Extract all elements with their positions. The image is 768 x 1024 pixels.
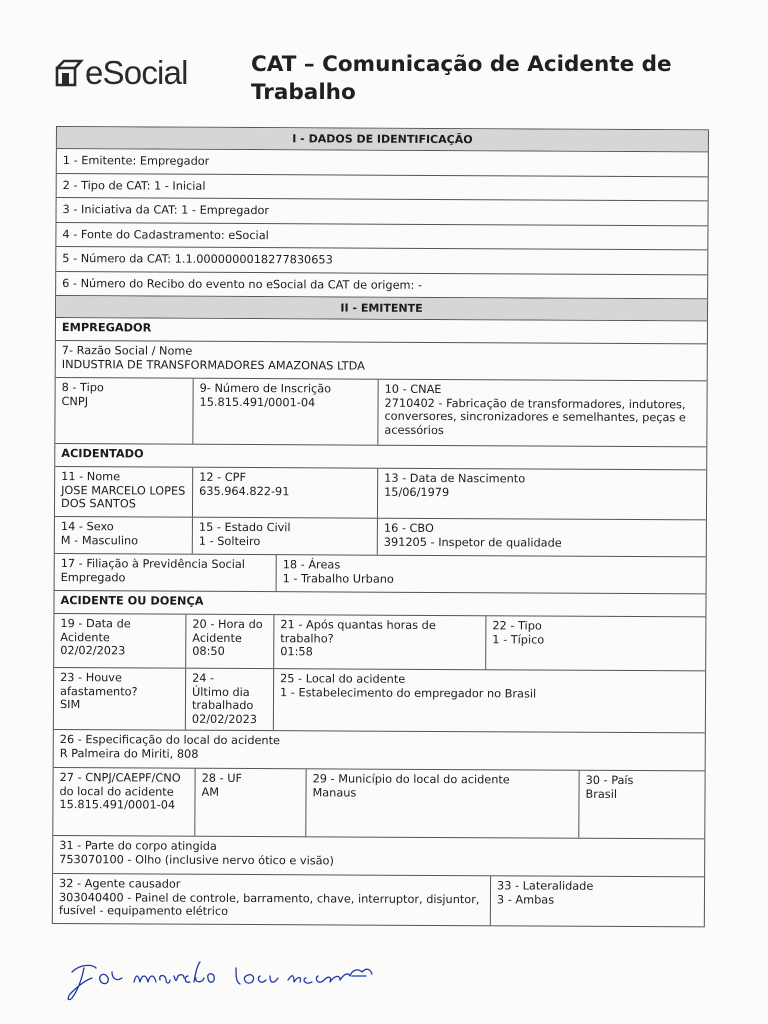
field-tipo-acidente: 22 - Tipo 1 - Típico [486, 616, 706, 670]
field-especificacao-local: 26 - Especificação do local do acidente R Palmeira do Miriti, 808 [54, 730, 706, 770]
field-sexo: 14 - Sexo M - Masculino [55, 517, 193, 554]
esocial-logo-icon [54, 56, 84, 88]
document-title: CAT – Comunicação de Acidente de Trabalho [251, 52, 672, 105]
field-iniciativa: 3 - Iniciativa da CAT: 1 - Empregador [56, 198, 708, 225]
field-tipo-cat: 2 - Tipo de CAT: 1 - Inicial [57, 174, 709, 201]
subheading-acidente: ACIDENTE OU DOENÇA [54, 591, 706, 616]
field-numero-cat: 5 - Número da CAT: 1.1.0000000018277830653 [56, 247, 708, 274]
section-title-identificacao: I - DADOS DE IDENTIFICAÇÃO [57, 127, 709, 151]
handwritten-signature [66, 950, 406, 1010]
field-recibo: 6 - Número do Recibo do evento no eSocial da CAT de origem: - [56, 272, 708, 299]
field-hora-acidente: 20 - Hora do Acidente 08:50 [186, 615, 274, 668]
field-estado-civil: 15 - Estado Civil 1 - Solteiro [193, 518, 378, 555]
field-fonte: 4 - Fonte do Cadastramento: eSocial [56, 223, 708, 250]
field-areas: 18 - Áreas 1 - Trabalho Urbano [277, 555, 707, 593]
field-lateralidade: 33 - Lateralidade 3 - Ambas [491, 876, 705, 926]
field-cbo: 16 - CBO 391205 - Inspetor de qualidade [378, 519, 707, 557]
field-emitente: 1 - Emitente: Empregador [57, 149, 709, 176]
field-afastamento: 23 - Houve afastamento? SIM [54, 668, 186, 730]
field-tipo-inscricao: 8 - Tipo CNPJ [55, 378, 193, 444]
field-pais: 30 - País Brasil [579, 771, 705, 839]
field-parte-corpo: 31 - Parte do corpo atingida 753070100 - Olho (inclusive nervo ótico e visão) [53, 836, 705, 876]
field-local-acidente: 25 - Local do acidente 1 - Estabelecimento do empregador no Brasil [274, 669, 706, 732]
field-ultimo-dia: 24 - Último dia trabalhado 02/02/2023 [186, 669, 274, 730]
logo-text: eSocial [85, 53, 188, 91]
field-razao-social: 7- Razão Social / Nome INDUSTRIA DE TRANSFORMADORES AMAZONAS LTDA [56, 341, 708, 380]
field-agente-causador: 32 - Agente causador 303040400 - Painel de controle, barramento, chave, interruptor, disjuntor, fusível - equipamento elétrico [53, 874, 491, 925]
field-filiacao: 17 - Filiação à Previdência Social Empregado [55, 554, 277, 591]
field-cnpj-local: 27 - CNPJ/CAEPF/CNO do local do acidente 15.815.491/0001-04 [53, 768, 195, 836]
field-cpf: 12 - CPF 635.964.822-91 [193, 468, 378, 518]
field-nome: 11 - Nome JOSE MARCELO LOPES DOS SANTOS [55, 467, 193, 517]
section-title-emitente: II - EMITENTE [56, 296, 708, 320]
field-uf: 28 - UF AM [195, 769, 306, 837]
field-cnae: 10 - CNAE 2710402 - Fabricação de transformadores, indutores, conversores, sincronizadores e semelhantes, peças e acessórios [378, 380, 707, 447]
field-horas-trabalho: 21 - Após quantas horas de trabalho? 01:58 [274, 615, 486, 669]
subheading-empregador: EMPREGADOR [56, 318, 708, 343]
esocial-logo [54, 52, 188, 92]
field-data-nascimento: 13 - Data de Nascimento 15/06/1979 [378, 469, 707, 520]
field-numero-inscricao: 9- Número de Inscrição 15.815.491/0001-04 [193, 379, 378, 445]
field-data-acidente: 19 - Data de Acidente 02/02/2023 [54, 614, 186, 668]
cat-form [52, 126, 709, 927]
subheading-acidentado: ACIDENTADO [55, 444, 707, 469]
field-municipio: 29 - Município do local do acidente Manaus [306, 769, 579, 837]
